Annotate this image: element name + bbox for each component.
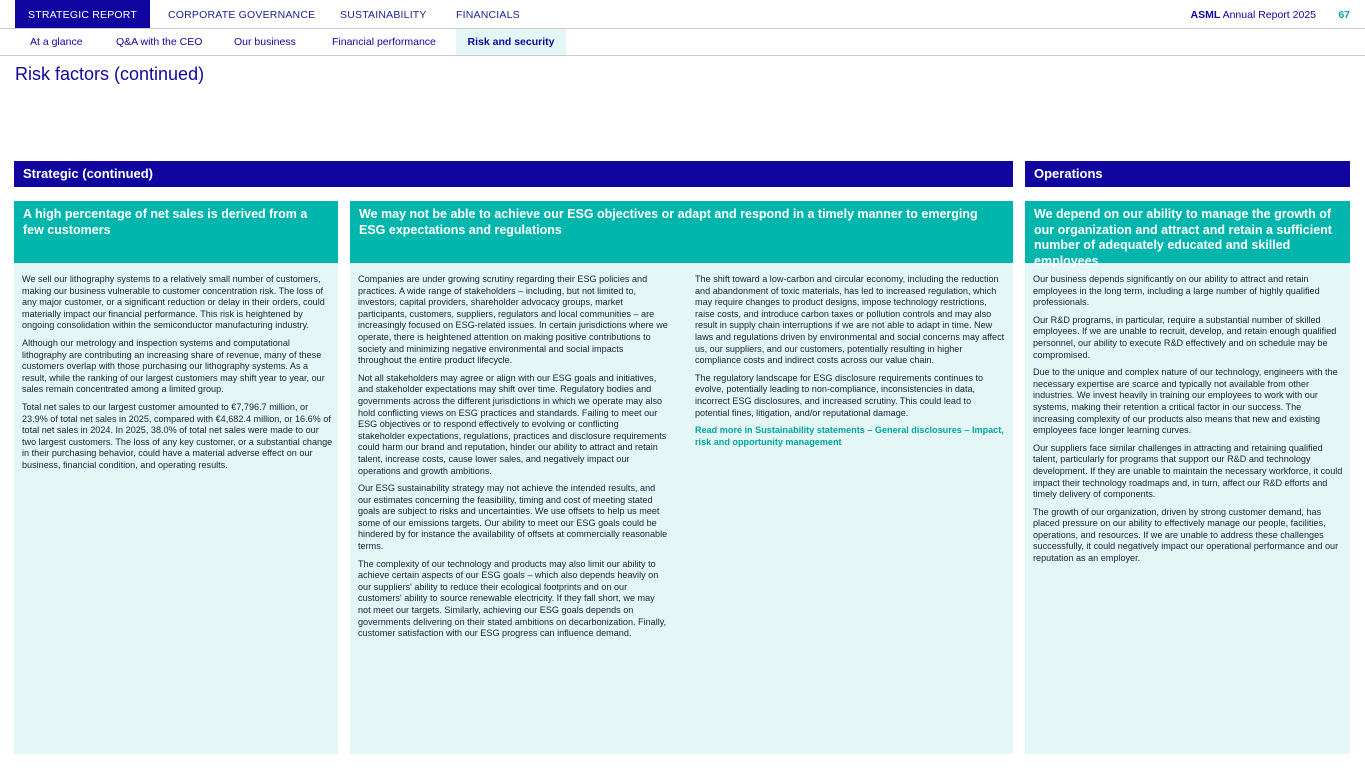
risk-panel-customers [14,201,338,754]
page-number: 67 [1338,9,1350,21]
subtab-our-business[interactable]: Our business [234,36,296,48]
risk-body-esg-right [695,274,1005,454]
tab-sustainability[interactable]: SUSTAINABILITY [340,9,427,21]
read-more-link[interactable]: Read more in Sustainability statements – General disclosures – Impact, risk and opportunity management [695,425,1004,447]
paragraph: We sell our lithography systems to a relatively small number of customers, making our business vulnerable to customer concentration risk. The loss of any major customer, or a significant reduction or delay in their orders, could materially impact our financial performance. This risk is heightened by ongoing consolidation within the semiconductor manufacturing industry. [22,274,325,331]
paragraph: Companies are under growing scrutiny regarding their ESG policies and practices. A wide range of stakeholders – including, but not limited to, investors, capital providers, shareholder advocacy groups, market participants, customers, suppliers, regulators and local communities – are increasingly focused on ESG-related issues. In certain jurisdictions where we operate, there is heightened attention on making positive contributions to society and minimizing negative environmental and social impacts throughout the entire product lifecycle. [358,274,668,366]
paragraph: The regulatory landscape for ESG disclosure requirements continues to evolve, potentially leading to non-compliance, inconsistencies in data, incorrect ESG disclosures, and increased scrutiny. This could lead to potential fines, litigation, and/or reputational damage. [695,372,984,418]
risk-panel-talent [1025,201,1350,754]
subtab-qa-with-ceo[interactable]: Q&A with the CEO [116,36,203,48]
paragraph: The complexity of our technology and products may also limit our ability to achieve certain aspects of our ESG goals – which also depends heavily on our suppliers' ability to reduce their ecological footprints and on our customers' ability to source renewable electricity. If they fall short, we may not meet our targets. Similarly, achieving our ESG goals depends on governments delivering on their stated ambitions on decarbonization. Finally, customer satisfaction with our ESG progress can influence demand. [358,558,667,639]
report-brand [1191,0,1317,30]
risk-body-esg-left [358,274,668,646]
risk-title-esg: We may not be able to achieve our ESG objectives or adapt and respond in a timely manner to emerging ESG expectations and regulations [350,201,1013,263]
risk-title-customers: A high percentage of net sales is derived from a few customers [14,201,338,263]
subtab-financial-performance[interactable]: Financial performance [332,36,436,48]
section-operations: Operations [1025,161,1350,187]
paragraph: Although our metrology and inspection systems and computational lithography are contributing an increasing share of revenue, many of these customers overlap with those purchasing our lithography systems. As a result, while the ranking of our largest customers may shift year to year, our sales remain concentrated among a limited group. [22,337,325,395]
tab-corporate-governance[interactable]: CORPORATE GOVERNANCE [168,9,316,21]
risk-body-customers [22,274,334,478]
section-strategic: Strategic (continued) [14,161,1013,187]
brand-suffix: Annual Report 2025 [1222,9,1316,21]
risk-body-talent [1033,274,1345,571]
risk-panel-esg [350,201,1013,754]
paragraph: The growth of our organization, driven by strong customer demand, has placed pressure on our ability to effectively manage our people, facilities, operations, and resources. If we are unable to address these challenges successfully, it could negatively impact our operational performance and our reputation as an employer. [1033,506,1339,564]
top-navigation [0,0,1365,29]
paragraph: The shift toward a low-carbon and circular economy, including the reduction and abandonment of toxic materials, has led to increased regulation, which may require changes to product designs, impose technology restrictions, raise costs, and introduce carbon taxes or pollution controls and may also result in supply chain interruptions if we are not able to adapt in time. New laws and regulations driven by environmental and social concerns may affect us, our suppliers, and our customers, potentially resulting in higher compliance costs and indirect costs across our value chain. [695,274,1005,366]
paragraph: Total net sales to our largest customer amounted to €7,796.7 million, or 23.9% of total net sales in 2025, compared with €4,682.4 million, or 16.6% of total net sales in 2024. In 2025, 38.0% of total net sales were made to our two largest customers. The loss of any key customer, or a substantial change in their purchasing behavior, could have a material adverse effect on our business, financial condition, and operating results. [22,401,333,470]
subtab-risk-and-security[interactable]: Risk and security [456,29,566,55]
paragraph: Due to the unique and complex nature of our technology, engineers with the necessary expertise are scarce and typically not available from other industries. We invest heavily in training our employees to work with our systems, making their retention a critical factor in our success. The increasing complexity of our products also means that new and existing employees face longer learning curves. [1033,367,1338,436]
risk-title-talent: We depend on our ability to manage the growth of our organization and attract and retain a sufficient number of adequately educated and skilled employees [1025,201,1350,263]
brand-name: ASML [1190,9,1221,21]
paragraph: Our ESG sustainability strategy may not achieve the intended results, and our estimates concerning the feasibility, timing and cost of meeting stated goals are subject to risks and uncertainties. We use offsets to help us meet some of our emissions targets. Our ability to meet our ESG goals could be hindered by for instance the availability of offsets at commercially reasonable terms. [358,483,668,552]
paragraph: Our R&D programs, in particular, require a substantial number of skilled employees. If we are unable to recruit, develop, and retain enough qualified personnel, our ability to execute R&D effectively and on schedule may be compromised. [1033,314,1337,360]
sub-navigation [0,29,1365,56]
paragraph: Our suppliers face similar challenges in attracting and retaining qualified talent, particularly for programs that support our R&D and technology development. If they are unable to maintain the necessary workforce, it could impact their technology roadmaps and, in turn, affect our R&D efforts and timely delivery of components. [1033,442,1343,500]
subtab-at-a-glance[interactable]: At a glance [30,36,83,48]
tab-financials[interactable]: FINANCIALS [456,9,520,21]
page-title: Risk factors (continued) [15,64,205,84]
paragraph: Not all stakeholders may agree or align with our ESG goals and initiatives, and stakeholder expectations may shift over time. Regulatory bodies and governments across the different jurisdictions in which we operate may also hold conflicting views on ESG practices and standards. Failing to meet our ESG objectives or to respond effectively to evolving or conflicting stakeholder expectations, regulations, practices and disclosure requirements could harm our brand and reputation, hinder our ability to attract and retain talent, increase costs, cause lower sales, and negatively impact our operations and growth ambitions. [358,372,667,476]
paragraph: Our business depends significantly on our ability to attract and retain employees in the long term, including a large number of highly qualified professionals. [1033,274,1320,308]
tab-strategic-report[interactable]: STRATEGIC REPORT [15,0,150,28]
